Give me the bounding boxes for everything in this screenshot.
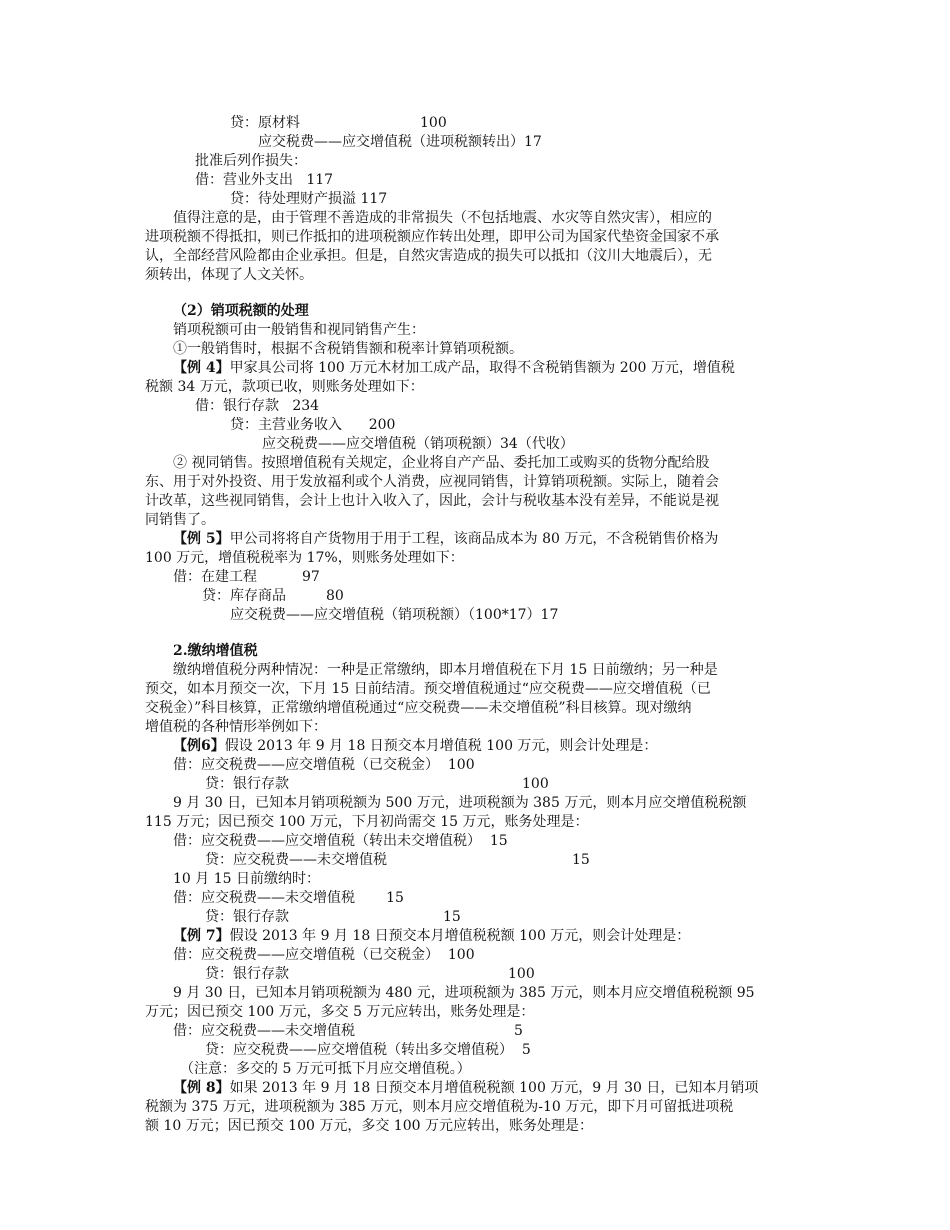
paragraph-line: 认，全部经营风险都由企业承担。但是，自然灾害造成的损失可以抵扣（汶川大地震后），无 xyxy=(145,248,712,264)
entry-line: 贷：待处理财产损溢 117 xyxy=(230,191,388,207)
text-line: 10 月 15 日前缴纳时： xyxy=(173,871,320,887)
entry-line: 贷：应交税费——应交增值税（转出多交增值税） 5 xyxy=(205,1042,531,1058)
example-line: 【例6】假设 2013 年 9 月 18 日预交本月增值税 100 万元，则会计处理是： xyxy=(173,738,658,754)
example-line: 【例 8】如果 2013 年 9 月 18 日预交本月增值税税额 100 万元，9 月 30 日，已知本月销项 xyxy=(173,1080,759,1096)
example-line: 【例 7】假设 2013 年 9 月 18 日预交本月增值税税额 100 万元，则会计处理是： xyxy=(173,928,691,944)
paragraph-line: 增值税的各种情形举例如下： xyxy=(145,719,327,735)
text-line: 税额 34 万元，款项已收，则账务处理如下： xyxy=(145,379,424,395)
paragraph-line: 交税金）”科目核算，正常缴纳增值税通过“应交税费——未交增值税”科目核算。现对缴纳 xyxy=(145,700,692,716)
paragraph-line: 东、用于对外投资、用于发放福利或个人消费，应视同销售，计算销项税额。实际上，随着会 xyxy=(145,474,719,490)
example-line: 【例 5】甲公司将将自产货物用于用于工程，该商品成本为 80 万元，不含税销售价格为 xyxy=(173,531,719,547)
entry-line: 借：营业外支出 117 xyxy=(195,172,334,188)
paragraph-line: 缴纳增值税分两种情况：一种是正常缴纳，即本月增值税在下月 15 日前缴纳；另一种是 xyxy=(173,662,718,678)
paragraph-line: 9 月 30 日，已知本月销项税额为 480 元，进项税额为 385 万元，则本月应交增值税税额 95 xyxy=(173,985,755,1001)
paragraph-line: 同销售了。 xyxy=(145,512,215,528)
amount: 5 xyxy=(514,1023,523,1039)
entry-line: 贷：银行存款 xyxy=(205,909,289,925)
amount: 97 xyxy=(302,569,320,585)
entry-line: 应交税费——应交增值税（销项税额）（100*17）17 xyxy=(230,607,559,623)
entry-line: 贷：库存商品 xyxy=(202,588,286,604)
example-line: 【例 4】甲家具公司将 100 万元木材加工成产品，取得不含税销售额为 200 万元，增值税 xyxy=(173,360,735,376)
amount: 100 xyxy=(420,115,447,131)
amount: 100 xyxy=(522,776,549,792)
amount: 15 xyxy=(443,909,461,925)
entry-line: 借：应交税费——应交增值税（转出未交增值税） 15 xyxy=(173,833,508,849)
paragraph-line: ② 视同销售。按照增值税有关规定，企业将自产产品、委托加工或购买的货物分配给股 xyxy=(173,455,710,471)
entry-line: 借：应交税费——应交增值税（已交税金） 100 xyxy=(173,947,475,963)
section-heading: （2）销项税额的处理 xyxy=(173,303,309,319)
paragraph-line: 额 10 万元；因已预交 100 万元，多交 100 万元应转出，账务处理是： xyxy=(145,1118,593,1134)
paragraph-line: 税额为 375 万元，进项税额为 385 万元，则本月应交增值税为-10 万元，即下月可留抵进项税 xyxy=(145,1099,734,1115)
paragraph-line: 115 万元；因已预交 100 万元，下月初尚需交 15 万元，账务处理是： xyxy=(145,814,589,830)
paragraph-line: 计改革，这些视同销售，会计上也计入收入了，因此，会计与税收基本没有差异，不能说是视 xyxy=(145,493,719,509)
entry-line: 借：应交税费——未交增值税 15 xyxy=(173,890,404,906)
entry-line: 贷：原材料 xyxy=(230,115,300,131)
paragraph-line: 值得注意的是，由于管理不善造成的非常损失（不包括地震、水灾等自然灾害），相应的 xyxy=(173,210,712,226)
paragraph-line: 万元；因已预交 100 万元，多交 5 万元应转出，账务处理是： xyxy=(145,1004,535,1020)
text-line: 批准后列作损失： xyxy=(195,153,307,169)
entry-line: 借：应交税费——未交增值税 xyxy=(173,1023,355,1039)
entry-line: 借：银行存款 234 xyxy=(195,398,320,414)
entry-line: 贷：主营业务收入 200 xyxy=(230,417,396,433)
amount: 15 xyxy=(572,852,590,868)
entry-line: 借：应交税费——应交增值税（已交税金） 100 xyxy=(173,757,475,773)
paragraph-line: 9 月 30 日，已知本月销项税额为 500 万元，进项税额为 385 万元，则本月应交增值税税额 xyxy=(173,795,747,811)
section-heading: 2.缴纳增值税 xyxy=(173,643,258,659)
amount: 100 xyxy=(508,966,535,982)
paragraph-line: 须转出，体现了人文关怀。 xyxy=(145,267,313,283)
entry-line: 应交税费——应交增值税（销项税额）34（代收） xyxy=(262,436,574,452)
text-line: ①一般销售时，根据不含税销售额和税率计算销项税额。 xyxy=(173,341,523,357)
amount: 80 xyxy=(326,588,344,604)
text-line: 销项税额可由一般销售和视同销售产生： xyxy=(173,322,425,338)
text-line: （注意：多交的 5 万元可抵下月应交增值税。） xyxy=(180,1061,471,1077)
entry-line: 应交税费——应交增值税（进项税额转出）17 xyxy=(258,134,542,150)
text-line: 100 万元，增值税税率为 17%，则账务处理如下： xyxy=(145,550,464,566)
entry-line: 借：在建工程 xyxy=(173,569,257,585)
paragraph-line: 进项税额不得抵扣，则已作抵扣的进项税额应作转出处理，即甲公司为国家代垫资金国家不承 xyxy=(145,229,719,245)
entry-line: 贷：银行存款 xyxy=(205,776,289,792)
paragraph-line: 预交，如本月预交一次，下月 15 日前结清。预交增值税通过“应交税费——应交增值税（已 xyxy=(145,681,711,697)
entry-line: 贷：银行存款 xyxy=(205,966,289,982)
entry-line: 贷：应交税费——未交增值税 xyxy=(205,852,387,868)
